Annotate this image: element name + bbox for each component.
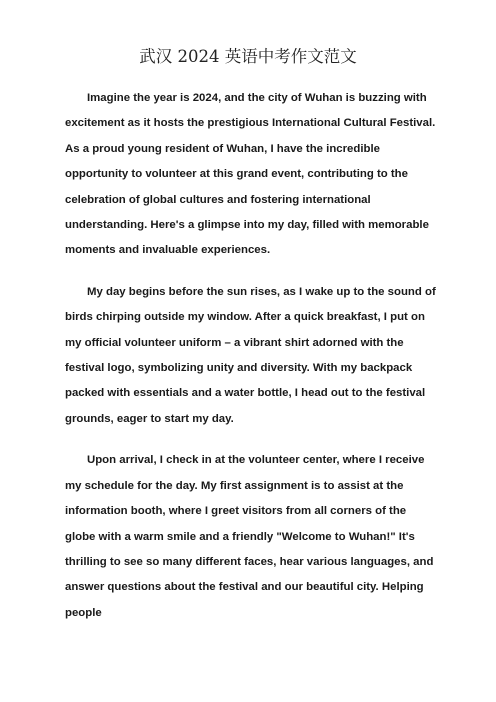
paragraph-1: Imagine the year is 2024, and the city of Wuhan is buzzing with excitement as it hosts the prestigious International Cultural Festival. As a proud young resident of Wuhan, I have the incredible opportunity to volunteer at this grand event, contributing to the celebration of global cultures and fostering international understanding. Here's a glimpse into my day, filled with memorable moments and invaluable experiences. [65, 92, 436, 257]
paragraph-2: My day begins before the sun rises, as I wake up to the sound of birds chirping outside my window. After a quick breakfast, I put on my official volunteer uniform – a vibrant shirt adorned with the festival logo, symbolizing unity and diversity. With my backpack packed with essentials and a water bottle, I head out to the festival grounds, eager to start my day. [65, 285, 436, 425]
document-body [65, 86, 436, 626]
paragraph-3: Upon arrival, I check in at the volunteer center, where I receive my schedule for the day. My first assignment is to assist at the information booth, where I greet visitors from all corners of the globe with a warm smile and a friendly "Welcome to Wuhan!" It's thrilling to see so many different faces, hear various languages, and answer questions about the festival and our beautiful city. Helping people [65, 454, 434, 619]
document-title: 武汉 2024 英语中考作文范文 [139, 47, 357, 66]
